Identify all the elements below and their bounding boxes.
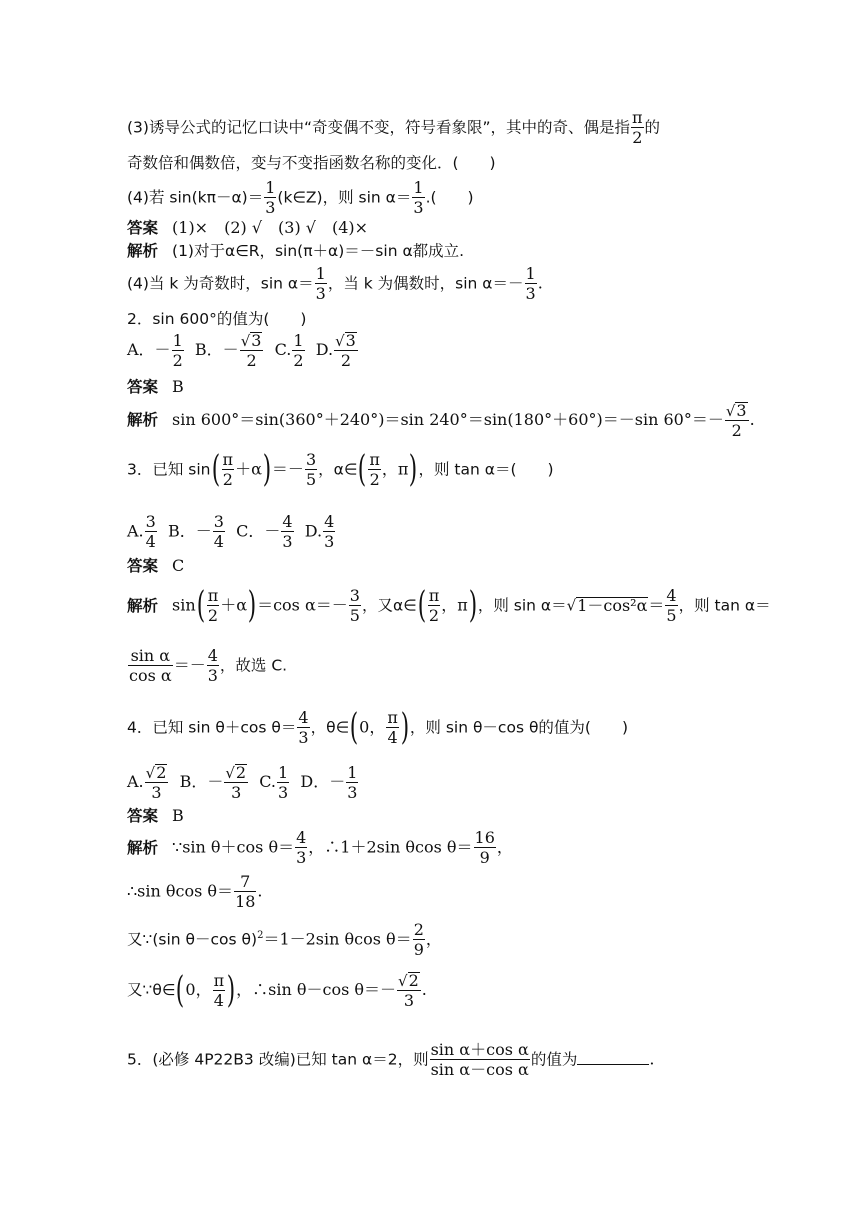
question-2: 2．sin 600°的值为( ): [127, 310, 307, 328]
analysis-2: 解析 sin 600°＝sin(360°＋240°)＝sin 240°＝sin(180°＋60°)＝－sin 60°＝－ $\frac{√3}{2}$ .: [127, 401, 755, 440]
question-4: 4．已知 sin θ＋cos θ＝ $\frac{4}{3}$ ，θ∈(0， $\frac{\pi}{4}$ )，则 sin θ－cos θ的值为( ): [127, 707, 629, 748]
question-4-options: A. $\frac{√2}{3}$ B．－ $\frac{√2}{3}$ C. $\frac{1}{3}$ D．－ $\frac{1}{3}$: [127, 762, 358, 802]
answer-4: 答案 B: [127, 806, 184, 825]
answer-blank[interactable]: [577, 1064, 649, 1065]
analysis-4b: ∴sin θcos θ＝ $\frac{7}{18}$ .: [127, 872, 263, 911]
fraction-pi-over-2: $\frac{\pi}{2}$: [632, 108, 643, 147]
answer-1: 答案 (1)× (2) √ (3) √ (4)×: [127, 218, 369, 237]
answer-3: 答案 C: [127, 556, 185, 575]
analysis-1: 解析 (1)对于α∈R，sin(π＋α)＝－sin α都成立.: [127, 242, 465, 260]
analysis-3b: $\frac{\text{sin α}}{\text{cos α}}$ ＝－ $\frac{4}{3}$ ，故选 C.: [129, 646, 288, 685]
analysis-3: 解析 sin( $\frac{\pi}{2}$ ＋α)＝cos α＝－ $\frac{3}{5}$ ，又α∈( $\frac{\pi}{2}$ ，π)，则 sin α＝√1－cos²α＝ $\frac{4}{5}$ ，则 tan α＝: [127, 585, 771, 626]
item-3-line2: 奇数倍和偶数倍，变与不变指函数名称的变化．( ): [127, 154, 496, 172]
answer-2: 答案 B: [127, 377, 184, 396]
analysis-1b: (4)当 k 为奇数时，sin α＝ $\frac{1}{3}$ ，当 k 为偶数时，sin α＝－ $\frac{1}{3}$ .: [127, 264, 543, 303]
analysis-4c: 又∵(sin θ－cos θ)$^2$＝1－2sin θcos θ＝ $\frac{2}{9}$ ，: [127, 920, 442, 959]
question-5: 5．(必修 4P22B3 改编)已知 tan α＝2，则 $\frac{\text{sin α＋cos α}}{\text{sin α－cos α}}$ 的值为 .: [127, 1040, 655, 1079]
item-4: (4)若 sin(kπ－α)＝ $\frac{1}{3}$ (k∈Z)，则 sin α＝ $\frac{1}{3}$ .( ): [127, 178, 474, 217]
item-3-line1: (3)诱导公式的记忆口诀中“奇变偶不变，符号看象限”，其中的奇、偶是指 $\frac{\pi}{2}$ 的: [127, 108, 661, 147]
analysis-4d: 又∵θ∈(0， $\frac{\pi}{4}$ )，∴sin θ－cos θ＝－ $\frac{√2}{3}$ .: [127, 969, 427, 1011]
question-3: 3．已知 sin( $\frac{\pi}{2}$ ＋α)＝－ $\frac{3}{5}$ ，α∈( $\frac{\pi}{2}$ ，π)，则 tan α＝( ): [127, 449, 554, 490]
question-2-options: A．－ $\frac{1}{2}$ B．－ $\frac{√3}{2}$ C. $\frac{1}{2}$ D. $\frac{√3}{2}$: [127, 330, 356, 370]
question-3-options: A. $\frac{3}{4}$ B．－ $\frac{3}{4}$ C．－ $\frac{4}{3}$ D. $\frac{4}{3}$: [127, 512, 335, 551]
analysis-4: 解析 ∵sin θ＋cos θ＝ $\frac{4}{3}$ ，∴1＋2sin θcos θ＝ $\frac{16}{9}$ ，: [127, 828, 513, 867]
